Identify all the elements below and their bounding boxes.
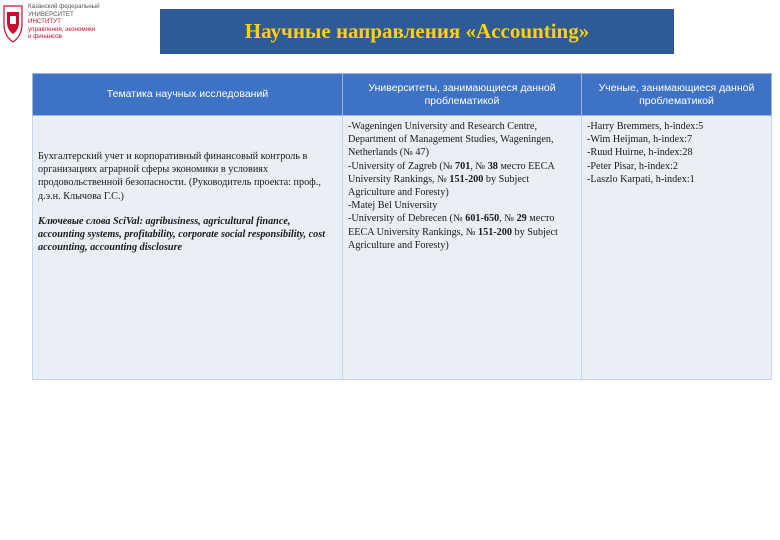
university-item: -Matej Bel University — [348, 200, 438, 212]
scientist-item: -Laszlo Karpati, h-index:1 — [587, 173, 695, 185]
university-logo — [2, 2, 152, 48]
page-title: Научные направления «Accounting» — [244, 19, 590, 43]
header-scientists: Ученые, занимающиеся данной проблематикой — [582, 74, 772, 116]
keywords-text: Ключевые слова SciVal: agribusiness, agricultural finance, accounting systems, profitability, corporate social responsibility, cost accounting, accounting disclosure — [38, 215, 326, 254]
logo-line-5: и финансов — [28, 33, 62, 41]
logo-line-3: ИНСТИТУТ — [28, 18, 61, 26]
title-banner — [160, 9, 674, 54]
table-header-row — [33, 74, 772, 116]
university-item: -University of Debrecen (№ 601-650, № 29 место EECA University Rankings, № 151-200 by Subject Agriculture and Foresty) — [348, 213, 558, 251]
header-topic: Тематика научных исследований — [33, 74, 343, 116]
header-universities: Университеты, занимающиеся данной проблематикой — [343, 74, 582, 116]
scientist-item: -Harry Bremmers, h-index:5 — [587, 121, 704, 132]
scientist-item: -Peter Pisar, h-index:2 — [587, 160, 678, 172]
scientist-item: -Ruud Huirne, h-index:28 — [587, 147, 693, 159]
table-row — [33, 116, 772, 380]
logo-line-2: УНИВЕРСИТЕТ — [28, 10, 74, 18]
topic-cell — [33, 116, 343, 380]
scientists-cell — [582, 116, 772, 380]
logo-line-1: Казанский федеральный — [28, 3, 100, 10]
topic-text: Бухгалтерский учет и корпоративный финансовый контроль в организациях аграрной сферы экономики в условиях продовольственной безопасности. (Руководитель проекта: проф., д.э.н. Клычова Г.С.) — [38, 151, 321, 202]
research-table — [32, 73, 772, 380]
university-item: -Wageningen University and Research Centre, Department of Management Studies, Wageningen, Netherlands (№ 47) — [348, 121, 554, 159]
logo-line-4: управления, экономики — [28, 25, 96, 33]
universities-cell — [343, 116, 582, 380]
kfu-emblem-icon — [2, 2, 24, 44]
university-item: -University of Zagreb (№ 701, № 38 место EECA University Rankings, № 151-200 by Subject Agriculture and Foresty) — [348, 160, 555, 199]
scientist-item: -Wim Heijman, h-index:7 — [587, 134, 693, 146]
